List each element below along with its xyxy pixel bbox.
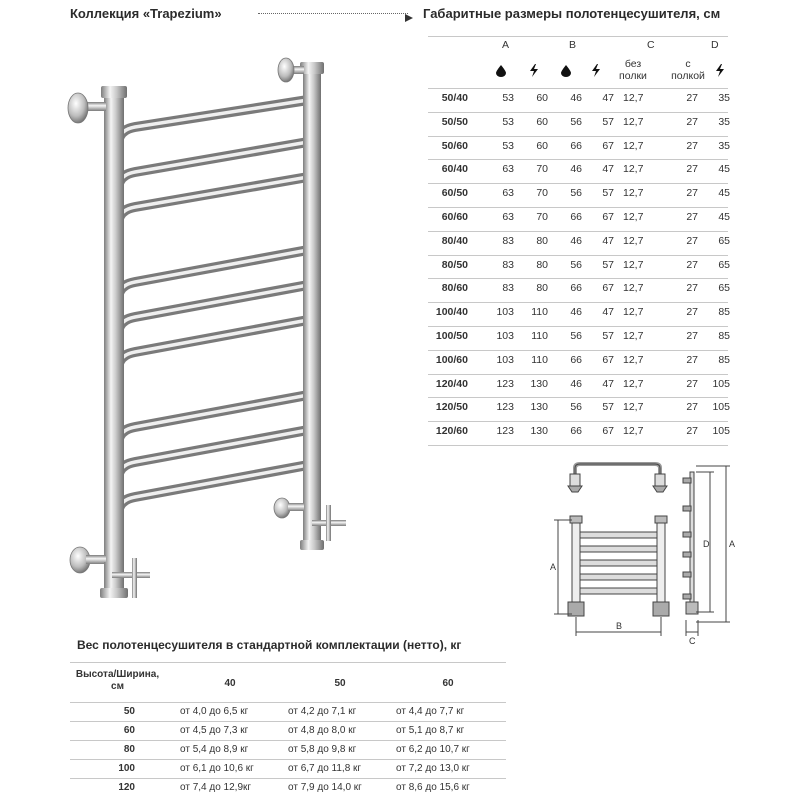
dimension-cell: 47 <box>602 163 614 176</box>
size-label: 60/40 <box>441 163 468 176</box>
size-label: 100/40 <box>435 306 468 319</box>
weight-title: Вес полотенцесушителя в стандартной комплектации (нетто), кг <box>77 638 462 652</box>
dimension-cell: 130 <box>530 425 548 438</box>
dimension-cell: 56 <box>570 258 582 271</box>
dimension-cell: 85 <box>718 330 730 342</box>
dimension-cell: 27 <box>686 425 698 438</box>
width-header-60: 60 <box>442 678 454 689</box>
row-separator <box>428 374 728 375</box>
dimension-cell: 27 <box>686 330 698 342</box>
weight-corner-label: Высота/Ширина, см <box>75 669 160 692</box>
dimension-cell: 63 <box>502 163 514 176</box>
weight-cell: от 4,2 до 7,1 кг <box>288 706 357 717</box>
dimension-cell: 27 <box>686 282 698 295</box>
dimension-cell: 130 <box>530 401 548 414</box>
row-separator <box>428 207 728 208</box>
size-label: 120/60 <box>435 425 468 438</box>
dimension-cell: 66 <box>570 211 582 223</box>
table-top-rule <box>428 36 728 37</box>
dimension-cell: 63 <box>502 211 514 223</box>
size-label: 80/60 <box>441 282 468 295</box>
dimension-cell: 27 <box>686 211 698 223</box>
height-label: 60 <box>123 725 135 736</box>
dimension-cell: 12,7 <box>623 163 644 176</box>
dimension-cell: 85 <box>718 306 730 319</box>
dimension-cell: 70 <box>536 187 548 200</box>
dimension-cell: 66 <box>570 353 582 366</box>
weight-cell: от 5,8 до 9,8 кг <box>288 744 357 755</box>
dimension-cell: 12,7 <box>623 425 644 438</box>
dimensions-title: Габаритные размеры полотенцесушителя, см <box>423 6 721 21</box>
dimension-cell: 53 <box>502 139 514 152</box>
dimension-cell: 57 <box>602 330 614 342</box>
dimension-cell: 45 <box>718 163 730 176</box>
dimension-cell: 65 <box>718 282 730 295</box>
dimension-cell: 80 <box>536 282 548 295</box>
dimension-cell: 47 <box>602 306 614 319</box>
dimension-cell: 103 <box>496 353 514 366</box>
dimension-cell: 12,7 <box>623 258 644 271</box>
dimension-cell: 12,7 <box>623 377 644 390</box>
size-label: 50/60 <box>441 139 468 152</box>
dimension-cell: 27 <box>686 306 698 319</box>
dimension-cell: 12,7 <box>623 282 644 295</box>
row-separator <box>428 278 728 279</box>
dimension-cell: 35 <box>718 139 730 152</box>
dimension-cell: 65 <box>718 234 730 247</box>
dimension-cell: 56 <box>570 401 582 414</box>
dimension-cell: 56 <box>570 115 582 128</box>
dimension-cell: 12,7 <box>623 353 644 366</box>
header-c: C <box>647 39 655 51</box>
dimension-cell: 83 <box>502 258 514 271</box>
weight-row-separator <box>70 702 506 703</box>
weight-cell: от 6,1 до 10,6 кг <box>180 763 254 774</box>
dimension-cell: 65 <box>718 258 730 271</box>
dimension-cell: 27 <box>686 258 698 271</box>
dimension-cell: 60 <box>536 92 548 104</box>
lightning-icon <box>715 64 725 77</box>
height-label: 80 <box>123 744 135 755</box>
dimension-cell: 57 <box>602 401 614 414</box>
dimensions-table <box>428 30 728 440</box>
weight-cell: от 4,4 до 7,7 кг <box>396 706 465 717</box>
dimension-cell: 27 <box>686 234 698 247</box>
lightning-icon <box>591 64 601 77</box>
dimension-cell: 70 <box>536 211 548 223</box>
dimension-cell: 103 <box>496 306 514 319</box>
dimension-cell: 67 <box>602 353 614 366</box>
dimension-cell: 27 <box>686 187 698 200</box>
dimension-cell: 27 <box>686 139 698 152</box>
size-label: 60/50 <box>441 187 468 200</box>
weight-table-top-rule <box>70 662 506 663</box>
dimension-cell: 12,7 <box>623 187 644 200</box>
dimension-cell: 105 <box>712 401 730 414</box>
row-separator <box>428 88 728 89</box>
dimension-cell: 53 <box>502 115 514 128</box>
collection-title: Коллекция «Trapezium» <box>70 6 222 21</box>
weight-row-separator <box>70 778 506 779</box>
weight-cell: от 4,0 до 6,5 кг <box>180 706 249 717</box>
weight-cell: от 7,2 до 13,0 кг <box>396 763 470 774</box>
dimension-cell: 27 <box>686 377 698 390</box>
dimension-cell: 67 <box>602 211 614 223</box>
dimension-cell: 123 <box>496 377 514 390</box>
size-label: 100/60 <box>435 353 468 366</box>
dimension-cell: 67 <box>602 139 614 152</box>
water-drop-icon <box>496 65 506 77</box>
row-separator <box>428 350 728 351</box>
header-c-with-shelf: с полкой <box>671 58 705 82</box>
row-separator <box>428 183 728 184</box>
dimension-cell: 12,7 <box>623 401 644 414</box>
dimension-cell: 57 <box>602 258 614 271</box>
dimension-cell: 47 <box>602 234 614 247</box>
dimension-cell: 45 <box>718 211 730 223</box>
dimension-cell: 83 <box>502 282 514 295</box>
dimension-cell: 85 <box>718 353 730 366</box>
dimension-cell: 110 <box>531 306 548 319</box>
dimension-cell: 105 <box>712 377 730 390</box>
dimension-cell: 46 <box>570 234 582 247</box>
dimension-cell: 80 <box>536 258 548 271</box>
header-a: A <box>502 39 510 51</box>
dimension-cell: 27 <box>686 115 698 128</box>
dimension-cell: 110 <box>531 330 548 342</box>
dimension-cell: 110 <box>531 353 548 366</box>
table-bottom-rule <box>428 445 728 446</box>
dimension-cell: 35 <box>718 92 730 104</box>
title-separator-line <box>258 13 408 14</box>
dimension-cell: 12,7 <box>623 115 644 128</box>
dimension-cell: 27 <box>686 353 698 366</box>
size-label: 50/50 <box>441 115 468 128</box>
dimension-cell: 70 <box>536 163 548 176</box>
size-label: 120/40 <box>435 377 468 390</box>
dimension-cell: 60 <box>536 139 548 152</box>
dimension-cell: 80 <box>536 234 548 247</box>
dimension-cell: 46 <box>570 163 582 176</box>
size-label: 60/60 <box>441 211 468 223</box>
weight-cell: от 5,1 до 8,7 кг <box>396 725 465 736</box>
height-label: 120 <box>118 782 135 793</box>
weight-cell: от 4,8 до 8,0 кг <box>288 725 357 736</box>
towel-warmer-illustration <box>60 50 360 600</box>
dimension-cell: 46 <box>570 92 582 104</box>
label-a-front: A <box>550 562 557 572</box>
label-d: D <box>703 539 710 549</box>
row-separator <box>428 231 728 232</box>
dimension-cell: 46 <box>570 306 582 319</box>
row-separator <box>428 326 728 327</box>
dimension-cell: 12,7 <box>623 234 644 247</box>
row-separator <box>428 159 728 160</box>
dimension-cell: 57 <box>602 187 614 200</box>
dimension-cell: 60 <box>536 115 548 128</box>
dimension-schematic <box>540 462 755 647</box>
dimension-cell: 12,7 <box>623 330 644 342</box>
height-label: 50 <box>123 706 135 717</box>
size-label: 80/50 <box>441 258 468 271</box>
dimension-cell: 53 <box>502 92 514 104</box>
label-a-side: A <box>729 539 736 549</box>
dimension-cell: 45 <box>718 187 730 200</box>
weight-cell: от 6,2 до 10,7 кг <box>396 744 470 755</box>
weight-row-separator <box>70 759 506 760</box>
row-separator <box>428 112 728 113</box>
row-separator <box>428 397 728 398</box>
dimension-cell: 63 <box>502 187 514 200</box>
weight-cell: от 4,5 до 7,3 кг <box>180 725 249 736</box>
header-c-without-shelf: без полки <box>619 58 647 82</box>
weight-cell: от 7,4 до 12,9кг <box>180 782 252 793</box>
weight-cell: от 5,4 до 8,9 кг <box>180 744 249 755</box>
dimension-cell: 57 <box>602 115 614 128</box>
row-separator <box>428 136 728 137</box>
size-label: 120/50 <box>435 401 468 414</box>
width-header-50: 50 <box>334 678 346 689</box>
header-d: D <box>711 39 719 51</box>
width-header-40: 40 <box>224 678 236 689</box>
weight-cell: от 6,7 до 11,8 кг <box>288 763 362 774</box>
dimension-cell: 12,7 <box>623 306 644 319</box>
lightning-icon <box>529 64 539 77</box>
row-separator <box>428 255 728 256</box>
dimension-cell: 35 <box>718 115 730 128</box>
dimension-cell: 105 <box>712 425 730 438</box>
dimension-cell: 27 <box>686 401 698 414</box>
weight-table <box>70 662 506 800</box>
dimension-cell: 56 <box>570 187 582 200</box>
dimension-cell: 123 <box>496 425 514 438</box>
dimension-cell: 123 <box>496 401 514 414</box>
dimension-cell: 103 <box>496 330 514 342</box>
dimension-cell: 46 <box>570 377 582 390</box>
dimension-cell: 66 <box>570 425 582 438</box>
dimension-cell: 67 <box>602 282 614 295</box>
dimension-cell: 12,7 <box>623 92 644 104</box>
row-separator <box>428 421 728 422</box>
dimension-cell: 67 <box>602 425 614 438</box>
dimension-cell: 83 <box>502 234 514 247</box>
dimension-cell: 66 <box>570 139 582 152</box>
size-label: 100/50 <box>435 330 468 342</box>
dimension-cell: 27 <box>686 163 698 176</box>
height-label: 100 <box>118 763 135 774</box>
dimension-cell: 130 <box>530 377 548 390</box>
row-separator <box>428 302 728 303</box>
size-label: 80/40 <box>441 234 468 247</box>
weight-row-separator <box>70 740 506 741</box>
header-b: B <box>569 39 577 51</box>
dimension-cell: 27 <box>686 92 698 104</box>
dimension-cell: 56 <box>570 330 582 342</box>
weight-cell: от 8,6 до 15,6 кг <box>396 782 470 793</box>
dimension-cell: 12,7 <box>623 139 644 152</box>
dimension-cell: 12,7 <box>623 211 644 223</box>
title-separator-dot <box>405 9 413 17</box>
dimension-cell: 66 <box>570 282 582 295</box>
weight-row-separator <box>70 721 506 722</box>
label-c: C <box>689 636 696 646</box>
dimension-cell: 47 <box>602 92 614 104</box>
weight-cell: от 7,9 до 14,0 кг <box>288 782 362 793</box>
water-drop-icon <box>561 65 571 77</box>
label-b: B <box>616 621 623 631</box>
size-label: 50/40 <box>441 92 468 104</box>
dimension-cell: 47 <box>602 377 614 390</box>
